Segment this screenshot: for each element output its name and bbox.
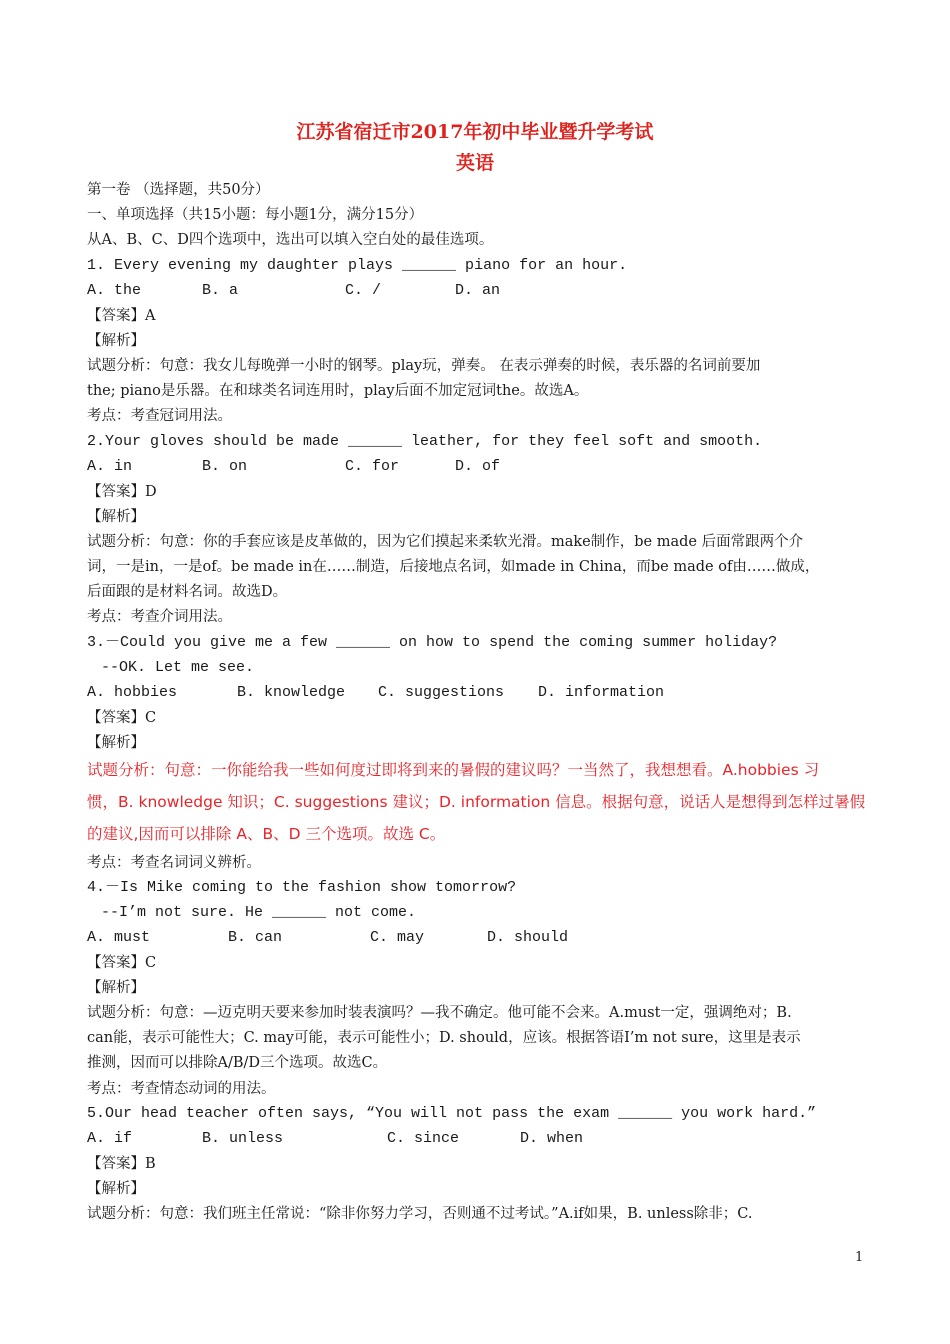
page-number: 1 [855, 1250, 864, 1265]
question-4-reply: --I’m not sure. He ______ not come. [101, 904, 417, 921]
question-5-analysis-line-1: 试题分析：句意：我们班主任常说：“除非你努力学习，否则通不过考试。”A.if如果，B. unless除非；C. [87, 1206, 753, 1222]
question-3-analysis-line-3: 的建议,因而可以排除 A、B、D 三个选项。故选 C。 [87, 825, 446, 843]
question-4-analysis-line-1: 试题分析：句意：—迈克明天要来参加时装表演吗？—我不确定。他可能不会来。A.must一定，强调绝对；B. [87, 1005, 792, 1021]
section-header: 第一卷 （选择题，共50分） [87, 182, 270, 198]
question-4-analysis-label: 【解析】 [87, 980, 145, 996]
question-3-reply: --OK. Let me see. [101, 659, 255, 676]
question-1-stem: 1. Every evening my daughter plays ______ piano for an hour. [87, 257, 628, 274]
question-2-analysis-line-2: 词，一是in，一是of。be made in在……制造，后接地点名词，如made in China，而be made of由……做成， [87, 559, 820, 575]
question-2-analysis-line-3: 后面跟的是材料名词。故选D。 [87, 584, 288, 600]
question-4-option-d: D. should [487, 929, 569, 946]
part-header: 一、单项选择（共15小题：每小题1分，满分15分） [87, 207, 424, 223]
question-3-answer: 【答案】C [87, 710, 157, 726]
question-3-point: 考点：考查名词词义辨析。 [87, 855, 261, 871]
question-4-point: 考点：考查情态动词的用法。 [87, 1081, 276, 1097]
question-1-point: 考点：考查冠词用法。 [87, 408, 232, 424]
question-1-answer: 【答案】A [87, 308, 156, 324]
question-4-option-b: B. can [228, 929, 283, 946]
question-1-option-c: C. / [345, 282, 382, 299]
question-1-option-b: B. a [202, 282, 239, 299]
question-4-answer: 【答案】C [87, 955, 157, 971]
question-1-analysis-line-2: the; piano是乐器。在和球类名词连用时，play后面不加定冠词the。故选A。 [87, 383, 589, 399]
question-2-answer: 【答案】D [87, 484, 157, 500]
instruction: 从A、B、C、D四个选项中，选出可以填入空白处的最佳选项。 [87, 232, 494, 248]
question-2-option-a: A. in [87, 458, 133, 475]
question-2-stem: 2.Your gloves should be made ______ leather, for they feel soft and smooth. [87, 433, 763, 450]
question-4-option-a: A. must [87, 929, 151, 946]
question-4-stem: 4.－Is Mike coming to the fashion show tomorrow? [87, 879, 517, 896]
question-5-stem: 5.Our head teacher often says, “You will not pass the exam ______ you work hard.” [87, 1105, 817, 1122]
question-5-analysis-label: 【解析】 [87, 1181, 145, 1197]
question-2-option-d: D. of [455, 458, 501, 475]
question-3-stem: 3.－Could you give me a few ______ on how to spend the coming summer holiday? [87, 634, 778, 651]
question-2-option-c: C. for [345, 458, 400, 475]
question-4-option-c: C. may [370, 929, 425, 946]
question-4-analysis-line-2: can能，表示可能性大；C. may可能，表示可能性小；D. should，应该。根据答语I’m not sure，这里是表示 [87, 1030, 801, 1046]
question-1-option-d: D. an [455, 282, 501, 299]
question-5-option-b: B. unless [202, 1130, 284, 1147]
question-5-option-c: C. since [387, 1130, 460, 1147]
question-1-analysis-label: 【解析】 [87, 333, 145, 349]
question-1-analysis-line-1: 试题分析：句意：我女儿每晚弹一小时的钢琴。play玩，弹奏。 在表示弹奏的时候，表乐器的名词前要加 [87, 358, 761, 374]
question-2-analysis-label: 【解析】 [87, 509, 145, 525]
question-2-analysis-line-1: 试题分析：句意：你的手套应该是皮革做的，因为它们摸起来柔软光滑。make制作，be made 后面常跟两个介 [87, 534, 804, 550]
question-3-analysis-line-2: 惯，B. knowledge 知识；C. suggestions 建议；D. information 信息。根据句意，说话人是想得到怎样过暑假 [87, 793, 866, 811]
question-5-answer: 【答案】B [87, 1156, 156, 1172]
question-3-option-d: D. information [538, 684, 665, 701]
question-3-analysis-line-1: 试题分析：句意：一你能给我一些如何度过即将到来的暑假的建议吗？一当然了，我想想看。A.hobbies 习 [87, 761, 820, 779]
question-2-point: 考点：考查介词用法。 [87, 609, 232, 625]
question-4-analysis-line-3: 推测，因而可以排除A/B/D三个选项。故选C。 [87, 1055, 388, 1071]
question-5-option-d: D. when [520, 1130, 584, 1147]
question-5-option-a: A. if [87, 1130, 133, 1147]
question-3-option-a: A. hobbies [87, 684, 178, 701]
question-1-option-a: A. the [87, 282, 142, 299]
question-3-option-c: C. suggestions [378, 684, 505, 701]
document-title: 江苏省宿迁市2017年初中毕业暨升学考试 [296, 121, 654, 143]
question-3-analysis-label: 【解析】 [87, 735, 145, 751]
question-3-option-b: B. knowledge [237, 684, 346, 701]
document-subject: 英语 [455, 152, 494, 174]
question-2-option-b: B. on [202, 458, 248, 475]
